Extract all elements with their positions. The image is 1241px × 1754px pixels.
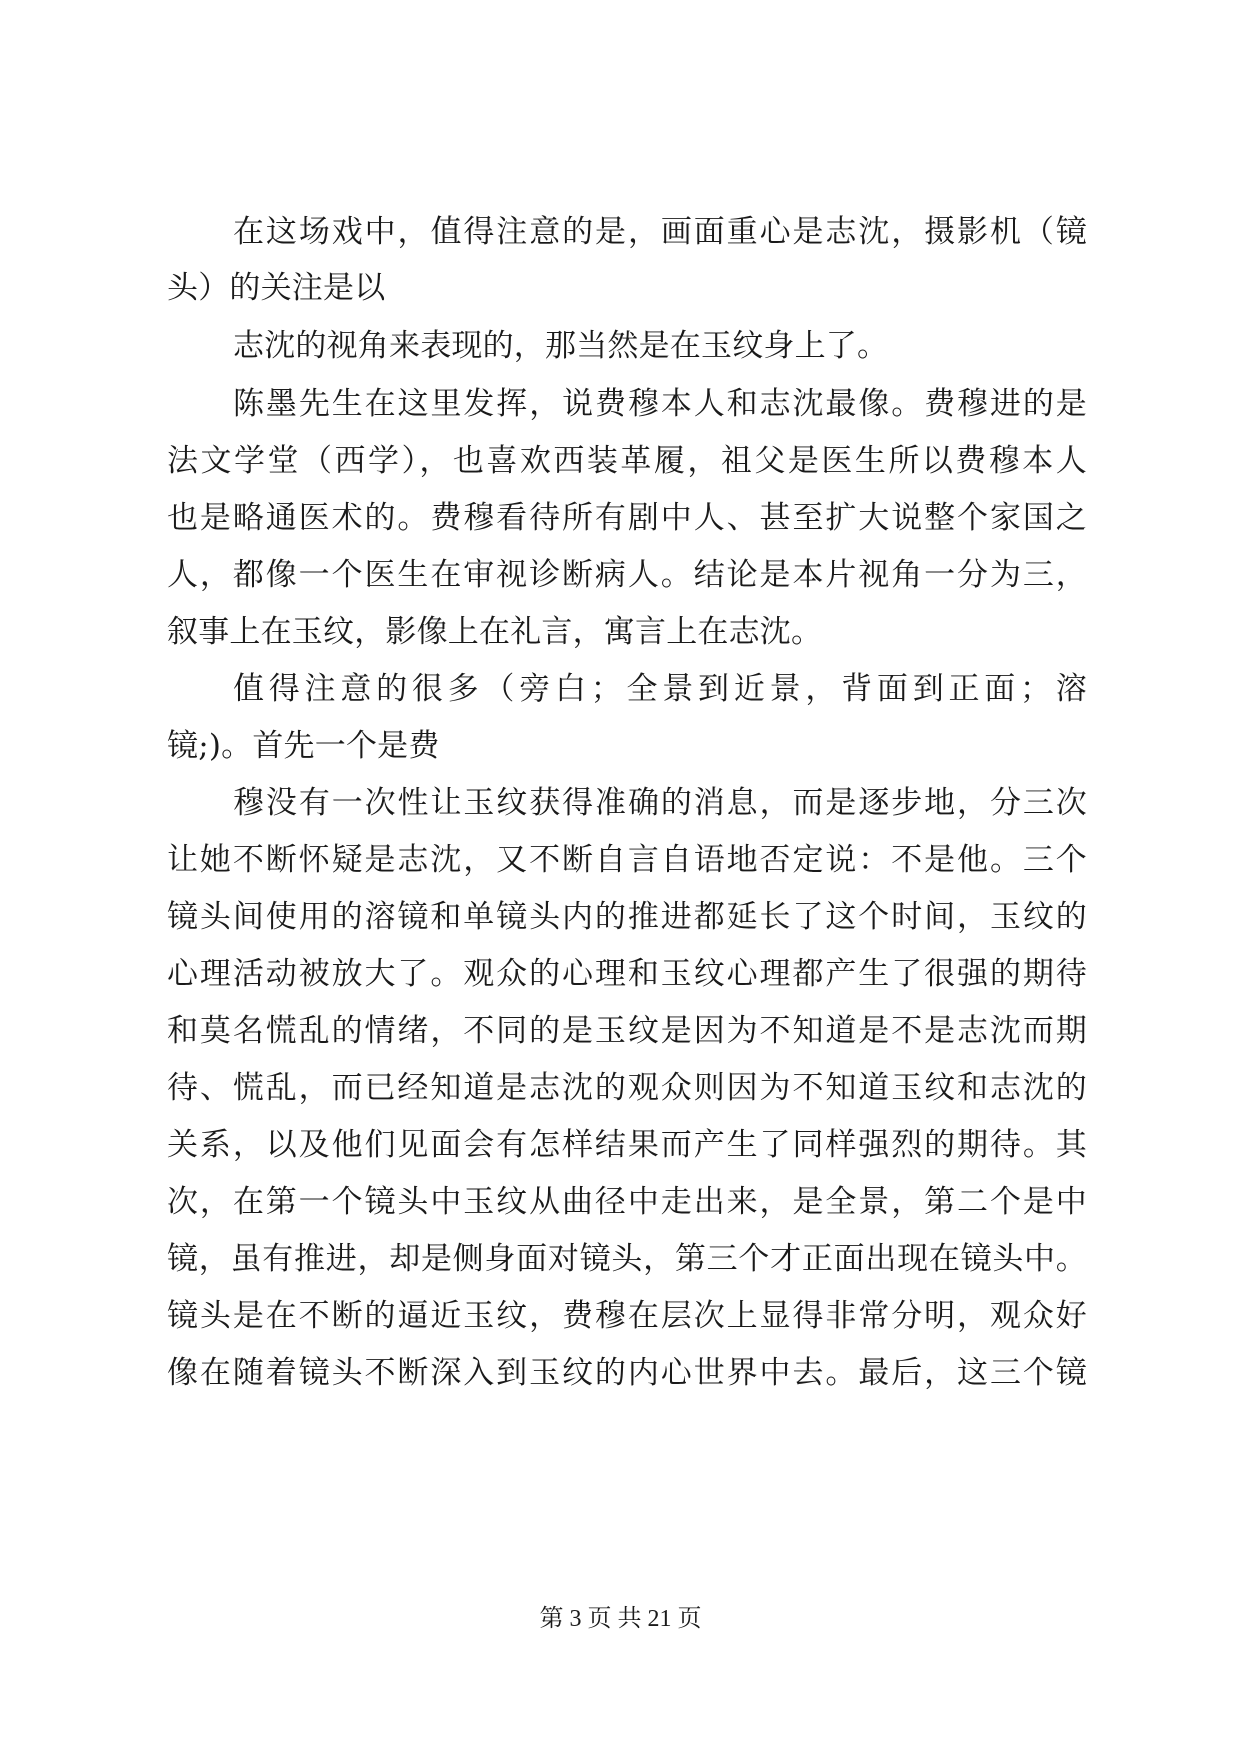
- paragraph-5-line-4: 心理活动被放大了。观众的心理和玉纹心理都产生了很强的期待: [167, 956, 1087, 992]
- paragraph-3-line-3: 也是略通医术的。费穆看待所有剧中人、甚至扩大说整个家国之: [167, 500, 1087, 536]
- paragraph-2-line-1: 志沈的视角来表现的，那当然是在玉纹身上了。: [233, 328, 889, 364]
- paragraph-5-line-6: 待、慌乱，而已经知道是志沈的观众则因为不知道玉纹和志沈的: [167, 1070, 1087, 1106]
- paragraph-5-line-10: 镜头是在不断的逼近玉纹，费穆在层次上显得非常分明，观众好: [167, 1298, 1087, 1334]
- paragraph-1-line-1: 在这场戏中，值得注意的是，画面重心是志沈，摄影机（镜: [233, 214, 1087, 250]
- paragraph-5-line-3: 镜头间使用的溶镜和单镜头内的推进都延长了这个时间，玉纹的: [167, 899, 1087, 935]
- paragraph-5-line-9: 镜，虽有推进，却是侧身面对镜头，第三个才正面出现在镜头中。: [167, 1241, 1087, 1277]
- paragraph-3-line-4: 人，都像一个医生在审视诊断病人。结论是本片视角一分为三，: [167, 557, 1087, 593]
- paragraph-1-line-2: 头）的关注是以: [167, 270, 386, 306]
- page-footer: 第 3 页 共 21 页: [539, 1606, 702, 1632]
- paragraph-5-line-11: 像在随着镜头不断深入到玉纹的内心世界中去。最后，这三个镜: [167, 1355, 1087, 1391]
- paragraph-5-line-5: 和莫名慌乱的情绪，不同的是玉纹是因为不知道是不是志沈而期: [167, 1013, 1087, 1049]
- paragraph-3-line-5: 叙事上在玉纹，影像上在礼言，寓言上在志沈。: [167, 614, 823, 650]
- paragraph-5-line-2: 让她不断怀疑是志沈，又不断自言自语地否定说：不是他。三个: [167, 842, 1087, 878]
- paragraph-4-line-1: 值得注意的很多（旁白；全景到近景，背面到正面；溶: [233, 671, 1087, 707]
- paragraph-4-line-2: 镜;)。首先一个是费: [167, 728, 440, 764]
- paragraph-3-line-1: 陈墨先生在这里发挥，说费穆本人和志沈最像。费穆进的是: [233, 386, 1087, 422]
- paragraph-5-line-8: 次，在第一个镜头中玉纹从曲径中走出来，是全景，第二个是中: [167, 1184, 1087, 1220]
- paragraph-5-line-1: 穆没有一次性让玉纹获得准确的消息，而是逐步地，分三次: [233, 785, 1087, 821]
- paragraph-3-line-2: 法文学堂（西学），也喜欢西装革履，祖父是医生所以费穆本人: [167, 443, 1087, 479]
- paragraph-5-line-7: 关系，以及他们见面会有怎样结果而产生了同样强烈的期待。其: [167, 1127, 1087, 1163]
